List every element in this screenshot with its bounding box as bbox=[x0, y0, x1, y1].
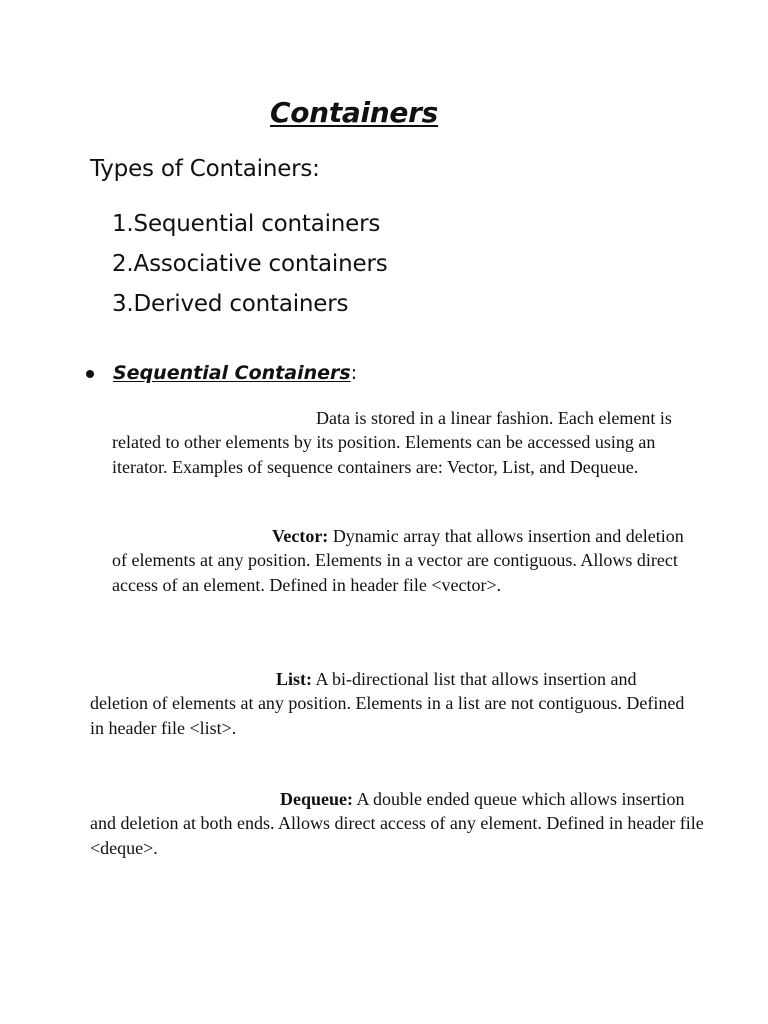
page-title: Containers bbox=[270, 96, 438, 129]
intro-line1: Data is stored in a linear fashion. Each bbox=[316, 408, 594, 428]
list-item: 3.Derived containers bbox=[112, 291, 349, 317]
section-heading-colon: : bbox=[350, 362, 358, 384]
list-term: List: bbox=[276, 669, 312, 689]
dequeue-term: Dequeue: bbox=[280, 789, 353, 809]
dequeue-rest: insertion and deletion at both ends. Allows direct access of any element. Defined in header file <deque>. bbox=[90, 789, 704, 858]
intro-paragraph bbox=[112, 406, 672, 479]
list-paragraph bbox=[90, 667, 690, 740]
section-heading-row bbox=[86, 362, 357, 384]
intro-rest: element is related to other elements by its position. Elements can be accessed using an iterator. Examples of sequence containers are: Vector, List, and Dequeue. bbox=[112, 408, 672, 477]
dequeue-paragraph bbox=[90, 787, 710, 860]
container-types-list bbox=[112, 208, 388, 324]
vector-term: Vector: bbox=[272, 526, 329, 546]
subtitle: Types of Containers: bbox=[90, 156, 320, 182]
list-line1: A bi-directional list that allows insertion bbox=[312, 669, 606, 689]
section-heading: Sequential Containers bbox=[113, 362, 351, 384]
vector-line1: Dynamic array that allows insertion and bbox=[328, 526, 622, 546]
vector-paragraph bbox=[112, 524, 692, 597]
vector-rest: deletion of elements at any position. Elements in a vector are contiguous. Allows direct access of an element. Defined in header file <vector>. bbox=[112, 526, 684, 595]
list-item: 1.Sequential containers bbox=[112, 211, 381, 237]
bullet-icon bbox=[86, 370, 94, 378]
list-item: 2.Associative containers bbox=[112, 251, 388, 277]
list-rest: and deletion of elements at any position. Elements in a list are not contiguous. Defined in header file <list>. bbox=[90, 669, 685, 738]
dequeue-line1: A double ended queue which allows bbox=[353, 789, 617, 809]
